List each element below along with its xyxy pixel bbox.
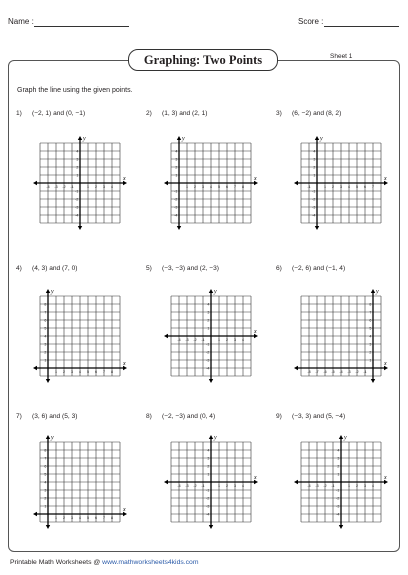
y-axis-arrow-down — [46, 525, 50, 529]
y-tick-label: 2 — [175, 165, 178, 170]
x-tick-label: 7 — [234, 185, 236, 190]
y-tick-label: 3 — [44, 342, 47, 347]
x-tick-label: -7 — [315, 370, 319, 375]
x-tick-label: 2 — [226, 484, 228, 489]
y-tick-label: -1 — [336, 488, 340, 493]
y-axis-arrow-down — [78, 226, 82, 230]
x-tick-label: 1 — [55, 516, 57, 521]
problem-number: 4) — [16, 265, 22, 272]
x-tick-label: 6 — [364, 185, 366, 190]
x-tick-label: 2 — [332, 185, 334, 190]
y-tick-label: -2 — [206, 496, 210, 501]
x-tick-label: -2 — [193, 338, 197, 343]
problem-5 — [146, 265, 219, 272]
y-tick-label: 4 — [44, 480, 47, 485]
y-tick-label: 1 — [369, 358, 372, 363]
problem-8 — [146, 413, 215, 420]
footer-url-link[interactable]: www.mathworksheets4kids.com — [102, 559, 199, 566]
problem-number: 6) — [276, 265, 282, 272]
x-axis-label: x — [384, 176, 387, 182]
problem-points: (3, 6) and (5, 3) — [32, 413, 78, 420]
y-axis-arrow-down — [339, 525, 343, 529]
x-tick-label: -4 — [177, 484, 181, 489]
x-tick-label: -2 — [62, 185, 66, 190]
y-tick-label: -4 — [174, 213, 178, 218]
problem-number: 1) — [16, 110, 22, 117]
y-tick-label: 1 — [207, 326, 210, 331]
x-tick-label: 2 — [356, 484, 358, 489]
y-tick-label: 7 — [44, 456, 47, 461]
x-tick-label: 7 — [103, 516, 105, 521]
y-tick-label: 4 — [207, 302, 210, 307]
y-tick-label: -4 — [75, 213, 79, 218]
y-tick-label: 8 — [369, 302, 372, 307]
x-tick-label: -2 — [323, 484, 327, 489]
x-axis-label: x — [254, 475, 257, 481]
x-tick-label: 1 — [218, 484, 220, 489]
y-tick-label: 4 — [76, 149, 79, 154]
problem-points: (6, −2) and (8, 2) — [292, 110, 342, 117]
y-tick-label: -3 — [174, 205, 178, 210]
y-axis-arrow-down — [315, 226, 319, 230]
x-axis-label: x — [123, 361, 126, 367]
x-tick-label: -2 — [355, 370, 359, 375]
coordinate-grid-8[interactable] — [171, 435, 259, 530]
x-tick-label: -1 — [363, 370, 367, 375]
x-tick-label: 5 — [218, 185, 220, 190]
x-tick-label: 1 — [87, 185, 89, 190]
x-axis-label: x — [384, 361, 387, 367]
coordinate-grid-1[interactable] — [40, 136, 128, 231]
y-tick-label: -3 — [336, 504, 340, 509]
problem-number: 9) — [276, 413, 282, 420]
y-tick-label: 8 — [44, 302, 47, 307]
problem-number: 7) — [16, 413, 22, 420]
y-tick-label: -1 — [206, 342, 210, 347]
y-axis-arrow-down — [46, 379, 50, 383]
y-tick-label: 6 — [44, 464, 47, 469]
y-tick-label: 3 — [175, 157, 178, 162]
x-tick-label: 8 — [111, 370, 113, 375]
x-tick-label: 3 — [234, 484, 236, 489]
x-tick-label: 2 — [63, 370, 65, 375]
y-tick-label: 3 — [313, 157, 316, 162]
x-tick-label: 6 — [95, 370, 97, 375]
x-tick-label: -4 — [339, 370, 343, 375]
x-tick-label: 1 — [348, 484, 350, 489]
x-tick-label: -4 — [177, 338, 181, 343]
problem-points: (−2, 6) and (−1, 4) — [292, 265, 346, 272]
x-tick-label: -1 — [201, 484, 205, 489]
x-tick-label: -1 — [70, 185, 74, 190]
y-axis-arrow-down — [371, 379, 375, 383]
x-tick-label: 3 — [234, 338, 236, 343]
y-tick-label: 7 — [44, 310, 47, 315]
y-axis-arrow-down — [209, 379, 213, 383]
y-tick-label: -3 — [75, 205, 79, 210]
worksheet-title: Graphing: Two Points — [128, 49, 278, 71]
x-tick-label: 4 — [348, 185, 350, 190]
problem-number: 3) — [276, 110, 282, 117]
x-tick-label: -4 — [307, 484, 311, 489]
x-tick-label: -1 — [307, 185, 311, 190]
x-tick-label: 3 — [103, 185, 105, 190]
y-tick-label: 3 — [76, 157, 79, 162]
problem-points: (−2, −3) and (0, 4) — [162, 413, 216, 420]
coordinate-grid-2[interactable] — [171, 136, 259, 231]
y-axis-label: y — [214, 435, 217, 441]
y-tick-label: 3 — [207, 310, 210, 315]
y-tick-label: -2 — [336, 496, 340, 501]
y-tick-label: 4 — [369, 334, 372, 339]
y-tick-label: 2 — [44, 496, 47, 501]
x-tick-label: 8 — [242, 185, 244, 190]
y-tick-label: 1 — [44, 358, 47, 363]
y-tick-label: 1 — [207, 472, 210, 477]
x-tick-label: 1 — [186, 185, 188, 190]
x-tick-label: 4 — [210, 185, 212, 190]
y-axis-label: y — [83, 136, 86, 142]
x-tick-label: -4 — [46, 185, 50, 190]
y-tick-label: 7 — [369, 310, 372, 315]
y-tick-label: -2 — [312, 197, 316, 202]
y-axis-label: y — [320, 136, 323, 142]
y-tick-label: -1 — [206, 488, 210, 493]
y-tick-label: 4 — [44, 334, 47, 339]
x-tick-label: 4 — [372, 484, 374, 489]
problem-number: 8) — [146, 413, 152, 420]
x-axis-label: x — [384, 475, 387, 481]
y-tick-label: 3 — [369, 342, 372, 347]
y-tick-label: -1 — [75, 189, 79, 194]
x-tick-label: 2 — [194, 185, 196, 190]
x-tick-label: 4 — [242, 338, 244, 343]
x-tick-label: -3 — [185, 338, 189, 343]
x-tick-label: 3 — [340, 185, 342, 190]
problem-points: (4, 3) and (7, 0) — [32, 265, 78, 272]
y-tick-label: 2 — [44, 350, 47, 355]
y-tick-label: 1 — [44, 504, 47, 509]
x-tick-label: 2 — [63, 516, 65, 521]
x-tick-label: -3 — [347, 370, 351, 375]
coordinate-grid-4[interactable] — [40, 289, 128, 384]
y-tick-label: -4 — [336, 512, 340, 517]
y-tick-label: -2 — [174, 197, 178, 202]
problem-6 — [276, 265, 345, 272]
y-tick-label: 6 — [369, 318, 372, 323]
instructions: Graph the line using the given points. — [17, 87, 133, 94]
y-axis-label: y — [51, 435, 54, 441]
problem-1 — [16, 110, 85, 117]
x-tick-label: -6 — [323, 370, 327, 375]
x-axis-label: x — [254, 176, 257, 182]
x-tick-label: -8 — [307, 370, 311, 375]
x-tick-label: 3 — [71, 516, 73, 521]
x-tick-label: -3 — [315, 484, 319, 489]
y-tick-label: 5 — [44, 326, 47, 331]
x-tick-label: -5 — [331, 370, 335, 375]
footer — [10, 559, 198, 566]
y-tick-label: -4 — [206, 366, 210, 371]
y-tick-label: -1 — [312, 189, 316, 194]
problem-number: 5) — [146, 265, 152, 272]
y-axis-label: y — [344, 435, 347, 441]
y-tick-label: 3 — [337, 456, 340, 461]
y-tick-label: 2 — [76, 165, 79, 170]
y-tick-label: 2 — [313, 165, 316, 170]
y-tick-label: 6 — [44, 318, 47, 323]
problem-2 — [146, 110, 207, 117]
y-tick-label: 4 — [175, 149, 178, 154]
y-tick-label: 1 — [76, 173, 79, 178]
x-tick-label: 4 — [111, 185, 113, 190]
problem-number: 2) — [146, 110, 152, 117]
x-tick-label: 5 — [356, 185, 358, 190]
x-tick-label: 6 — [95, 516, 97, 521]
y-tick-label: 3 — [44, 488, 47, 493]
y-tick-label: 5 — [44, 472, 47, 477]
score-line[interactable] — [324, 26, 399, 27]
x-tick-label: -3 — [185, 484, 189, 489]
x-tick-label: 3 — [202, 185, 204, 190]
x-tick-label: 1 — [324, 185, 326, 190]
coordinate-grid-6[interactable] — [301, 289, 389, 384]
y-tick-label: 3 — [207, 456, 210, 461]
y-tick-label: 8 — [44, 448, 47, 453]
x-tick-label: 1 — [218, 338, 220, 343]
problem-3 — [276, 110, 341, 117]
problem-points: (1, 3) and (2, 1) — [162, 110, 208, 117]
y-tick-label: 2 — [337, 464, 340, 469]
coordinate-grid-7[interactable] — [40, 435, 128, 530]
y-tick-label: 2 — [207, 464, 210, 469]
footer-brand: Printable Math Worksheets @ — [10, 559, 101, 566]
y-axis-label: y — [214, 289, 217, 295]
x-tick-label: 2 — [226, 338, 228, 343]
y-axis-label: y — [51, 289, 54, 295]
name-line[interactable] — [34, 26, 129, 27]
x-tick-label: 2 — [95, 185, 97, 190]
problem-4 — [16, 265, 77, 272]
x-axis-label: x — [123, 176, 126, 182]
y-tick-label: 2 — [207, 318, 210, 323]
y-tick-label: 4 — [313, 149, 316, 154]
y-tick-label: -2 — [206, 350, 210, 355]
y-axis-arrow-down — [209, 525, 213, 529]
x-tick-label: 5 — [87, 516, 89, 521]
x-tick-label: 7 — [372, 185, 374, 190]
sheet-label: Sheet 1 — [330, 53, 353, 60]
y-tick-label: 1 — [175, 173, 178, 178]
problem-7 — [16, 413, 77, 420]
x-tick-label: -1 — [331, 484, 335, 489]
problem-9 — [276, 413, 345, 420]
y-tick-label: -4 — [312, 213, 316, 218]
coordinate-grid-3[interactable] — [301, 136, 389, 231]
problem-points: (−3, 3) and (5, −4) — [292, 413, 346, 420]
x-tick-label: 7 — [103, 370, 105, 375]
y-axis-arrow-down — [177, 226, 181, 230]
y-tick-label: -3 — [312, 205, 316, 210]
score-label: Score : — [298, 17, 324, 26]
x-tick-label: -1 — [201, 338, 205, 343]
x-tick-label: 4 — [79, 516, 81, 521]
x-tick-label: -2 — [193, 484, 197, 489]
y-tick-label: 5 — [369, 326, 372, 331]
x-axis-label: x — [123, 507, 126, 513]
x-tick-label: 8 — [111, 516, 113, 521]
coordinate-grid-5[interactable] — [171, 289, 259, 384]
x-tick-label: 4 — [79, 370, 81, 375]
y-axis-label: y — [376, 289, 379, 295]
coordinate-grid-9[interactable] — [301, 435, 389, 530]
y-tick-label: 2 — [369, 350, 372, 355]
name-label: Name : — [8, 17, 34, 26]
y-tick-label: 4 — [337, 448, 340, 453]
x-axis-label: x — [254, 329, 257, 335]
x-tick-label: 3 — [364, 484, 366, 489]
x-tick-label: -3 — [54, 185, 58, 190]
y-tick-label: 4 — [207, 448, 210, 453]
y-tick-label: -2 — [75, 197, 79, 202]
y-tick-label: -3 — [206, 504, 210, 509]
x-tick-label: 3 — [71, 370, 73, 375]
x-tick-label: 5 — [87, 370, 89, 375]
y-tick-label: 1 — [337, 472, 340, 477]
y-tick-label: -3 — [206, 358, 210, 363]
y-tick-label: 1 — [313, 173, 316, 178]
y-tick-label: -1 — [174, 189, 178, 194]
y-tick-label: -4 — [206, 512, 210, 517]
x-tick-label: 1 — [55, 370, 57, 375]
y-axis-label: y — [182, 136, 185, 142]
x-tick-label: 4 — [242, 484, 244, 489]
problem-points: (−3, −3) and (2, −3) — [162, 265, 219, 272]
problem-points: (−2, 1) and (0, −1) — [32, 110, 86, 117]
x-tick-label: 6 — [226, 185, 228, 190]
